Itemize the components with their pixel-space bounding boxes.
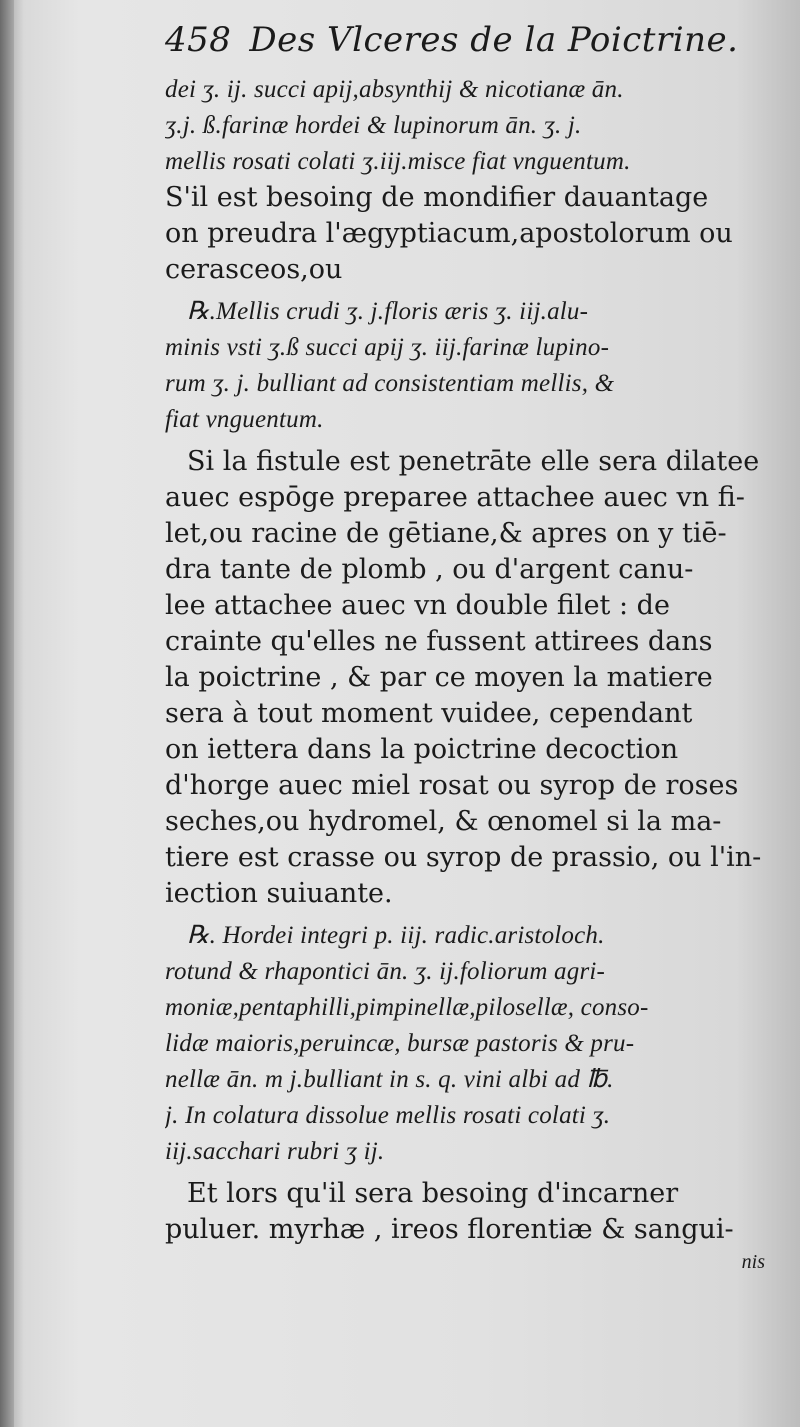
text-lines (165, 72, 765, 1248)
text-line: rotund & rhapontici ān. ʒ. ij.foliorum agri- (165, 958, 606, 985)
text-line: iection suiuante. (165, 878, 393, 909)
text-line: auec espōge preparee attachee auec vn fi- (165, 482, 745, 513)
text-line: nellæ ān. m j.bulliant in s. q. vini albi ad ℔. (165, 1066, 614, 1093)
text-line: mellis rosati colati ʒ.iij.misce fiat vnguentum. (165, 148, 631, 175)
text-line: ℞.Mellis crudi ʒ. j.floris æris ʒ. iij.alu- (187, 298, 589, 325)
text-line: ℞. Hordei integri p. iij. radic.aristoloch. (187, 922, 605, 949)
text-line: puluer. myrhæ , ireos florentiæ & sangui- (165, 1214, 734, 1245)
text-line: Et lors qu'il sera besoing d'incarner (187, 1178, 679, 1209)
text-line: rum ʒ. j. bulliant ad consistentiam mellis, & (165, 370, 615, 397)
text-line: moniæ,pentaphilli,pimpinellæ,pilosellæ, conso- (165, 994, 649, 1021)
text-line: fiat vnguentum. (165, 406, 324, 433)
page-number: 458 (165, 20, 232, 60)
page-title: Des Vlceres de la Poictrine. (249, 20, 739, 60)
text-line: let,ou racine de gētiane,& apres on y tiē- (165, 518, 727, 549)
text-line: on iettera dans la poictrine decoction (165, 734, 679, 765)
text-line: j. In colatura dissolue mellis rosati colati ʒ. (165, 1102, 611, 1129)
text-line: tiere est crasse ou syrop de prassio, ou l'in- (165, 842, 762, 873)
text-line: ʒ.j. ß.farinæ hordei & lupinorum ān. ʒ. j. (165, 112, 582, 139)
text-line: cerasceos,ou (165, 254, 343, 285)
text-line: minis vsti ʒ.ß succi apij ʒ. iij.farinæ lupino- (165, 334, 610, 361)
text-line: d'horge auec miel rosat ou syrop de roses (165, 770, 739, 801)
binding-gutter (0, 0, 14, 1427)
text-line: on preudra l'ægyptiacum,apostolorum ou (165, 218, 733, 249)
text-line: lee attachee auec vn double filet : de (165, 590, 670, 621)
catchword: nis (741, 1251, 765, 1273)
text-line: sera à tout moment vuidee, cependant (165, 698, 693, 729)
text-line: S'il est besoing de mondifier dauantage (165, 182, 709, 213)
text-line: dra tante de plomb , ou d'argent canu- (165, 554, 694, 585)
text-line: crainte qu'elles ne fussent attirees dans (165, 626, 713, 657)
page-text-block (165, 20, 765, 1276)
text-line: seches,ou hydromel, & œnomel si la ma- (165, 806, 722, 837)
text-line: dei ʒ. ij. succi apij,absynthij & nicotianæ ān. (165, 76, 624, 103)
text-line: iij.sacchari rubri ʒ ij. (165, 1138, 385, 1165)
text-line: lidæ maioris,peruincæ, bursæ pastoris & pru- (165, 1030, 635, 1057)
running-head (165, 20, 765, 72)
text-line: la poictrine , & par ce moyen la matiere (165, 662, 713, 693)
text-line: Si la fistule est penetrāte elle sera dilatee (187, 446, 760, 477)
